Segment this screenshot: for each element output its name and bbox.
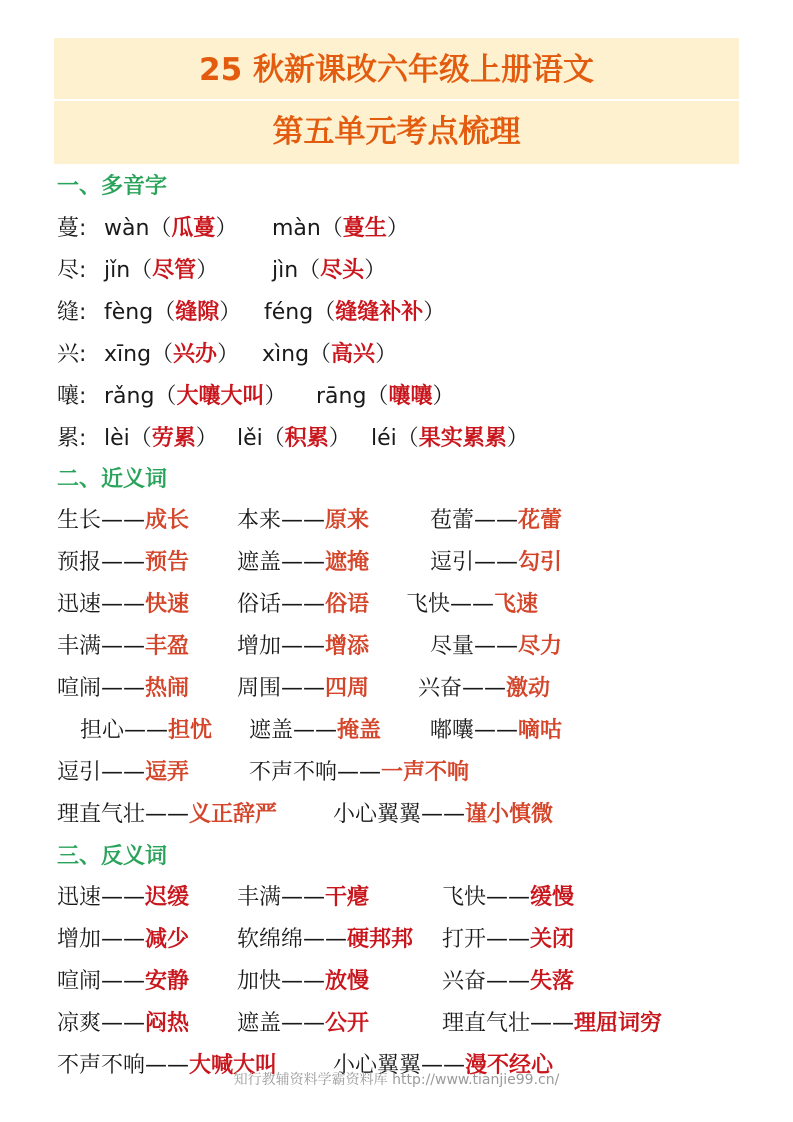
answer-word: 增添 <box>325 634 370 659</box>
word-pair <box>80 714 212 748</box>
base-word: 预报—— <box>57 550 146 575</box>
word-pair <box>57 756 189 790</box>
answer-word: 放慢 <box>325 969 370 994</box>
base-word: 周围—— <box>237 676 326 701</box>
word-pair <box>237 965 369 999</box>
answer-word: 关闭 <box>530 927 575 952</box>
pronunciation-entry <box>264 296 445 330</box>
polyphonic-row <box>0 212 793 246</box>
syn-row <box>0 546 793 580</box>
base-word: 增加—— <box>57 927 146 952</box>
base-word: 逗引—— <box>430 550 519 575</box>
pronunciation-entry <box>262 338 397 372</box>
word-pair <box>430 546 562 580</box>
example-word: 瓜蔓 <box>171 216 216 241</box>
example-word: 缝隙 <box>175 300 220 325</box>
word-pair <box>237 630 369 664</box>
title-line-1: 25 秋新课改六年级上册语文 <box>199 52 594 88</box>
word-pair <box>57 630 189 664</box>
pronunciation-entry <box>104 422 218 456</box>
answer-word: 四周 <box>325 676 370 701</box>
base-word: 遮盖—— <box>237 550 326 575</box>
close-paren: ） <box>196 258 219 283</box>
answer-word: 俗语 <box>325 592 370 617</box>
pronunciation-entry <box>272 212 409 246</box>
answer-word: 激动 <box>506 676 551 701</box>
close-paren: ） <box>432 384 455 409</box>
base-word: 本来—— <box>237 508 326 533</box>
base-word: 加快—— <box>237 969 326 994</box>
pronunciation-entry <box>272 254 386 288</box>
base-word: 不声不响—— <box>249 760 382 785</box>
base-word: 打开—— <box>442 927 531 952</box>
answer-word: 勾引 <box>518 550 563 575</box>
section-heading-polyphonic: 一、多音字 <box>57 174 168 199</box>
word-pair <box>237 588 369 622</box>
base-word: 丰满—— <box>57 634 146 659</box>
word-pair <box>57 672 189 706</box>
base-word: 担心—— <box>80 718 169 743</box>
word-pair <box>418 672 550 706</box>
base-word: 飞快—— <box>442 885 531 910</box>
answer-word: 花蕾 <box>518 508 563 533</box>
word-pair <box>57 923 189 957</box>
answer-word: 义正辞严 <box>189 802 278 827</box>
base-word: 生长—— <box>57 508 146 533</box>
answer-word: 漫不经心 <box>465 1053 554 1078</box>
answer-word: 逗弄 <box>145 760 190 785</box>
pinyin: màn（ <box>272 216 343 241</box>
answer-word: 热闹 <box>145 676 190 701</box>
base-word: 兴奋—— <box>442 969 531 994</box>
base-word: 小心翼翼—— <box>333 1053 466 1078</box>
base-word: 嘟囔—— <box>430 718 519 743</box>
polyphonic-row <box>0 254 793 288</box>
ant-row <box>0 881 793 915</box>
word-pair <box>430 714 562 748</box>
base-word: 逗引—— <box>57 760 146 785</box>
close-paren: ） <box>215 216 238 241</box>
word-pair <box>237 881 369 915</box>
word-pair <box>57 504 189 538</box>
close-paren: ） <box>423 300 446 325</box>
syn-row <box>0 588 793 622</box>
pinyin: rāng（ <box>316 384 389 409</box>
base-word: 遮盖—— <box>237 1011 326 1036</box>
base-word: 飞快—— <box>406 592 495 617</box>
base-word: 不声不响—— <box>57 1053 190 1078</box>
word-pair <box>442 923 574 957</box>
pinyin: xìng（ <box>262 342 332 367</box>
answer-word: 掩盖 <box>337 718 382 743</box>
answer-word: 遮掩 <box>325 550 370 575</box>
answer-word: 丰盈 <box>145 634 190 659</box>
answer-word: 硬邦邦 <box>347 927 414 952</box>
answer-word: 大喊大叫 <box>189 1053 278 1078</box>
polyphonic-row <box>0 380 793 414</box>
pinyin: wàn（ <box>104 216 172 241</box>
section-heading-synonyms: 二、近义词 <box>57 467 168 492</box>
polyphonic-char: 蔓: <box>57 216 87 241</box>
close-paren: ） <box>195 426 218 451</box>
close-paren: ） <box>217 342 240 367</box>
answer-word: 缓慢 <box>530 885 575 910</box>
example-word: 果实累累 <box>418 426 507 451</box>
close-paren: ） <box>506 426 529 451</box>
example-word: 劳累 <box>151 426 196 451</box>
answer-word: 理屈词穷 <box>574 1011 663 1036</box>
polyphonic-char: 嚷: <box>57 384 87 409</box>
word-pair <box>237 504 369 538</box>
word-pair <box>430 630 562 664</box>
base-word: 喧闹—— <box>57 969 146 994</box>
pronunciation-entry <box>237 422 351 456</box>
base-word: 小心翼翼—— <box>333 802 466 827</box>
pronunciation-entry <box>316 380 454 414</box>
word-pair <box>430 504 562 538</box>
answer-word: 预告 <box>145 550 190 575</box>
answer-word: 飞速 <box>494 592 539 617</box>
example-word: 缝缝补补 <box>335 300 424 325</box>
base-word: 尽量—— <box>430 634 519 659</box>
title-banner <box>54 38 739 164</box>
word-pair <box>57 1007 189 1041</box>
polyphonic-char: 累: <box>57 426 87 451</box>
syn-row <box>0 756 793 790</box>
base-word: 遮盖—— <box>249 718 338 743</box>
base-word: 软绵绵—— <box>237 927 348 952</box>
close-paren: ） <box>375 342 398 367</box>
word-pair <box>57 965 189 999</box>
base-word: 凉爽—— <box>57 1011 146 1036</box>
example-word: 嚷嚷 <box>388 384 433 409</box>
example-word: 兴办 <box>173 342 218 367</box>
ant-row <box>0 923 793 957</box>
close-paren: ） <box>264 384 287 409</box>
close-paren: ） <box>328 426 351 451</box>
word-pair <box>333 798 553 832</box>
polyphonic-char: 尽: <box>57 258 87 283</box>
base-word: 迅速—— <box>57 885 146 910</box>
syn-row <box>0 798 793 832</box>
pinyin: rǎng（ <box>104 384 177 409</box>
base-word: 苞蕾—— <box>430 508 519 533</box>
pronunciation-entry <box>104 296 241 330</box>
answer-word: 安静 <box>145 969 190 994</box>
word-pair <box>237 923 413 957</box>
ant-row <box>0 965 793 999</box>
polyphonic-row <box>0 422 793 456</box>
base-word: 迅速—— <box>57 592 146 617</box>
answer-word: 闷热 <box>145 1011 190 1036</box>
syn-row <box>0 504 793 538</box>
answer-word: 减少 <box>145 927 190 952</box>
polyphonic-row <box>0 296 793 330</box>
word-pair <box>442 881 574 915</box>
title-divider <box>54 99 739 101</box>
polyphonic-row <box>0 338 793 372</box>
answer-word: 谨小慎微 <box>465 802 554 827</box>
answer-word: 迟缓 <box>145 885 190 910</box>
word-pair <box>237 672 369 706</box>
example-word: 尽管 <box>152 258 197 283</box>
pinyin: jìn（ <box>272 258 321 283</box>
base-word: 增加—— <box>237 634 326 659</box>
example-word: 大嚷大叫 <box>176 384 265 409</box>
word-pair <box>57 798 277 832</box>
base-word: 兴奋—— <box>418 676 507 701</box>
word-pair <box>57 881 189 915</box>
answer-word: 公开 <box>325 1011 370 1036</box>
word-pair <box>237 1007 369 1041</box>
pinyin: fèng（ <box>104 300 176 325</box>
pinyin: jǐn（ <box>104 258 153 283</box>
word-pair <box>406 588 538 622</box>
pinyin: lěi（ <box>237 426 285 451</box>
answer-word: 尽力 <box>518 634 563 659</box>
syn-row <box>0 714 793 748</box>
section-heading-antonyms: 三、反义词 <box>57 844 168 869</box>
word-pair <box>249 714 381 748</box>
base-word: 喧闹—— <box>57 676 146 701</box>
example-word: 积累 <box>284 426 329 451</box>
pinyin: féng（ <box>264 300 336 325</box>
example-word: 高兴 <box>331 342 376 367</box>
example-word: 尽头 <box>320 258 365 283</box>
pinyin: léi（ <box>371 426 419 451</box>
answer-word: 成长 <box>145 508 190 533</box>
syn-row <box>0 672 793 706</box>
pronunciation-entry <box>104 254 218 288</box>
answer-word: 担忧 <box>168 718 213 743</box>
answer-word: 嘀咕 <box>518 718 563 743</box>
pronunciation-entry <box>104 338 239 372</box>
base-word: 理直气壮—— <box>57 802 190 827</box>
syn-row <box>0 630 793 664</box>
close-paren: ） <box>364 258 387 283</box>
pronunciation-entry <box>104 380 286 414</box>
example-word: 蔓生 <box>342 216 387 241</box>
watermark-footer: 知行教辅资料学霸资料库 http://www.tianjie99.cn/ <box>233 1072 560 1088</box>
title-line-2: 第五单元考点梳理 <box>272 114 521 150</box>
word-pair <box>57 588 189 622</box>
answer-word: 快速 <box>145 592 190 617</box>
word-pair <box>249 756 469 790</box>
word-pair <box>442 965 574 999</box>
pinyin: lèi（ <box>104 426 152 451</box>
answer-word: 原来 <box>325 508 370 533</box>
base-word: 俗话—— <box>237 592 326 617</box>
base-word: 丰满—— <box>237 885 326 910</box>
word-pair <box>237 546 369 580</box>
pinyin: xīng（ <box>104 342 174 367</box>
polyphonic-char: 兴: <box>57 342 87 367</box>
word-pair <box>442 1007 662 1041</box>
polyphonic-char: 缝: <box>57 300 87 325</box>
word-pair <box>57 546 189 580</box>
close-paren: ） <box>386 216 409 241</box>
base-word: 理直气壮—— <box>442 1011 575 1036</box>
close-paren: ） <box>219 300 242 325</box>
pronunciation-entry <box>371 422 529 456</box>
ant-row <box>0 1007 793 1041</box>
answer-word: 失落 <box>530 969 575 994</box>
answer-word: 干瘪 <box>325 885 370 910</box>
pronunciation-entry <box>104 212 237 246</box>
answer-word: 一声不响 <box>381 760 470 785</box>
